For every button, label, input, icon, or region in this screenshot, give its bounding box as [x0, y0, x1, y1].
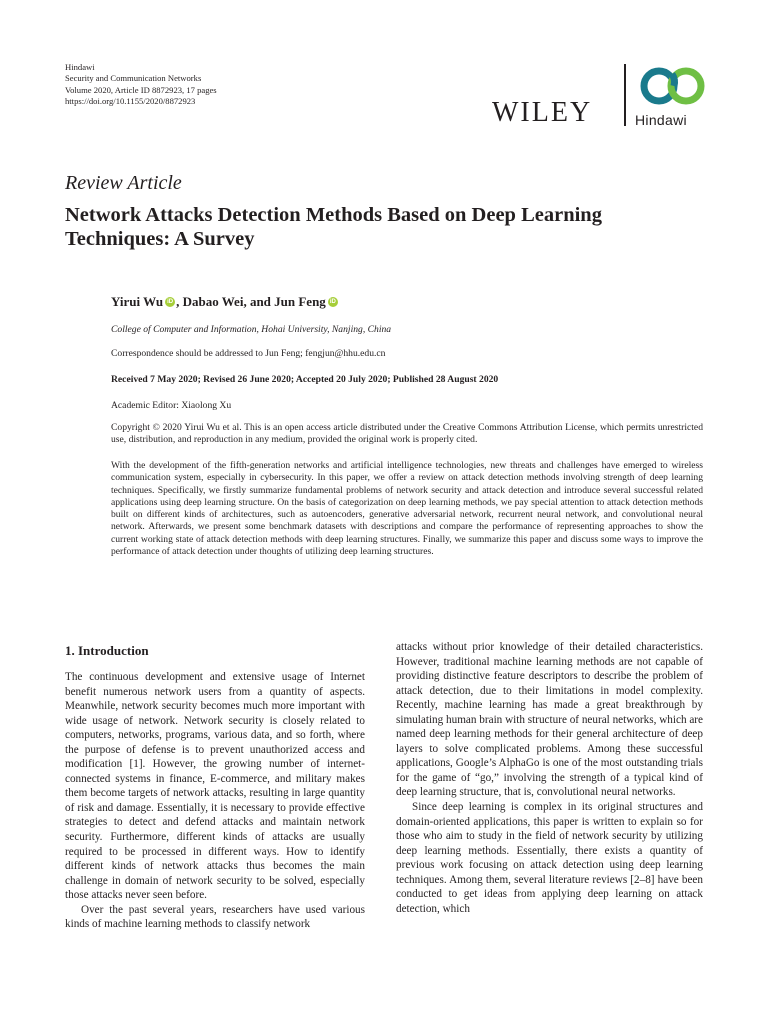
publisher-name: Hindawi [65, 62, 95, 72]
body-column-right [396, 640, 703, 916]
correspondence: Correspondence should be addressed to Jun Feng; fengjun@hhu.edu.cn [111, 348, 386, 359]
logo-divider [624, 64, 626, 126]
author-names-rest: , Dabao Wei, and Jun Feng [176, 294, 326, 309]
doi-link[interactable]: https://doi.org/10.1155/2020/8872923 [65, 96, 196, 107]
orcid-icon[interactable]: iD [167, 299, 174, 305]
paragraph: The continuous development and extensive usage of Internet benefit numerous network users from a quantity of aspects. Meanwhile, network security becomes much more important with wide usage of network. Network security is closely related to computers, networks, programs, various data, and so forth, where the purpose of defense is to prevent unauthorized access and modification [1]. However, the growing number of internet-connected systems in finance, E-commerce, and military makes them become targets of network attacks, resulting in large quantity of risk and damage. Essentially, it is necessary to provide effective strategies to detect and defend attacks and maintain network security. Furthermore, different kinds of attacks are usually required to be processed in different ways. How to identify different kinds of network attacks thus becomes the main challenge in domain of network security to be solved, especially those attacks never seen before. [65, 671, 365, 902]
author-list [111, 294, 339, 310]
wiley-logo: WILEY [492, 97, 593, 128]
academic-editor: Academic Editor: Xiaolong Xu [111, 400, 232, 411]
article-type: Review Article [65, 172, 182, 194]
paragraph: Since deep learning is complex in its original structures and domain-oriented applications, this paper is written to explain so for those who aim to study in the field of network security by utilizing deep learning methods. Essentially, there exists a quantity of previous work focusing on attack detection using deep learning techniques. Among them, several literature reviews [2–8] have been conducted to get ideas from applying deep learning on attack detection, which [396, 801, 703, 915]
hindawi-rings-icon [636, 64, 710, 108]
orcid-icon[interactable]: iD [329, 299, 336, 305]
abstract: With the development of the fifth-generation networks and artificial intelligence technologies, new threats and challenges have emerged to wireless communication system, especially in cybersecurity. In this paper, we offer a review on attack detection methods involving strength of deep learning techniques. Specifically, we firstly summarize fundamental problems of network security and attack detection and introduce several successful related applications using deep learning structure. On the basis of categorization on deep learning methods, we pay special attention to attack detection methods built on different kinds of architectures, such as autoencoders, generative adversarial network, recurrent neural network, and convolutional neural network. Afterwards, we present some benchmark datasets with descriptions and compare the performance of representing approaches to show the current working state of attack detection methods with deep learning structures. Finally, we summarize this paper and discuss some ways to improve the performance of attack detection under thoughts of utilizing deep learning structures. [111, 460, 703, 557]
journal-info [65, 62, 217, 108]
body-column-left [65, 670, 365, 932]
paper-title: Network Attacks Detection Methods Based on Deep Learning Techniques: A Survey [65, 204, 602, 250]
journal-name: Security and Communication Networks [65, 73, 202, 84]
hindawi-logo-text: Hindawi [635, 112, 687, 128]
copyright-notice: Copyright © 2020 Yirui Wu et al. This is an open access article distributed under the Creative Commons Attribution License, which permits unrestricted use, distribution, and reproduction in any medium, provided the original work is properly cited. [111, 422, 703, 445]
section-heading: 1. Introduction [65, 643, 149, 658]
volume-line: Volume 2020, Article ID 8872923, 17 pages [65, 84, 217, 95]
paragraph: attacks without prior knowledge of their detailed characteristics. However, traditional machine learning methods are not capable of providing distinctive feature descriptors to describe the problem of attack detection, due to their limitations in model complexity. Recently, machine learning has made a great breakthrough by simulating human brain with structure of neural networks, which are named deep learning methods for their general architecture of deep layers to solve complicated problems. Among these successful applications, Google’s AlphaGo is one of the most outstanding trials for the game of “go,” involving the strength of a typical kind of deep learning structure, that is, convolutional neural networks. [396, 641, 703, 799]
paragraph: Over the past several years, researchers have used various kinds of machine learning methods to classify network [65, 903, 365, 931]
publication-dates: Received 7 May 2020; Revised 26 June 2020; Accepted 20 July 2020; Published 28 August 2020 [111, 374, 499, 385]
affiliation: College of Computer and Information, Hohai University, Nanjing, China [111, 324, 392, 335]
author-name: Yirui Wu [111, 294, 164, 309]
